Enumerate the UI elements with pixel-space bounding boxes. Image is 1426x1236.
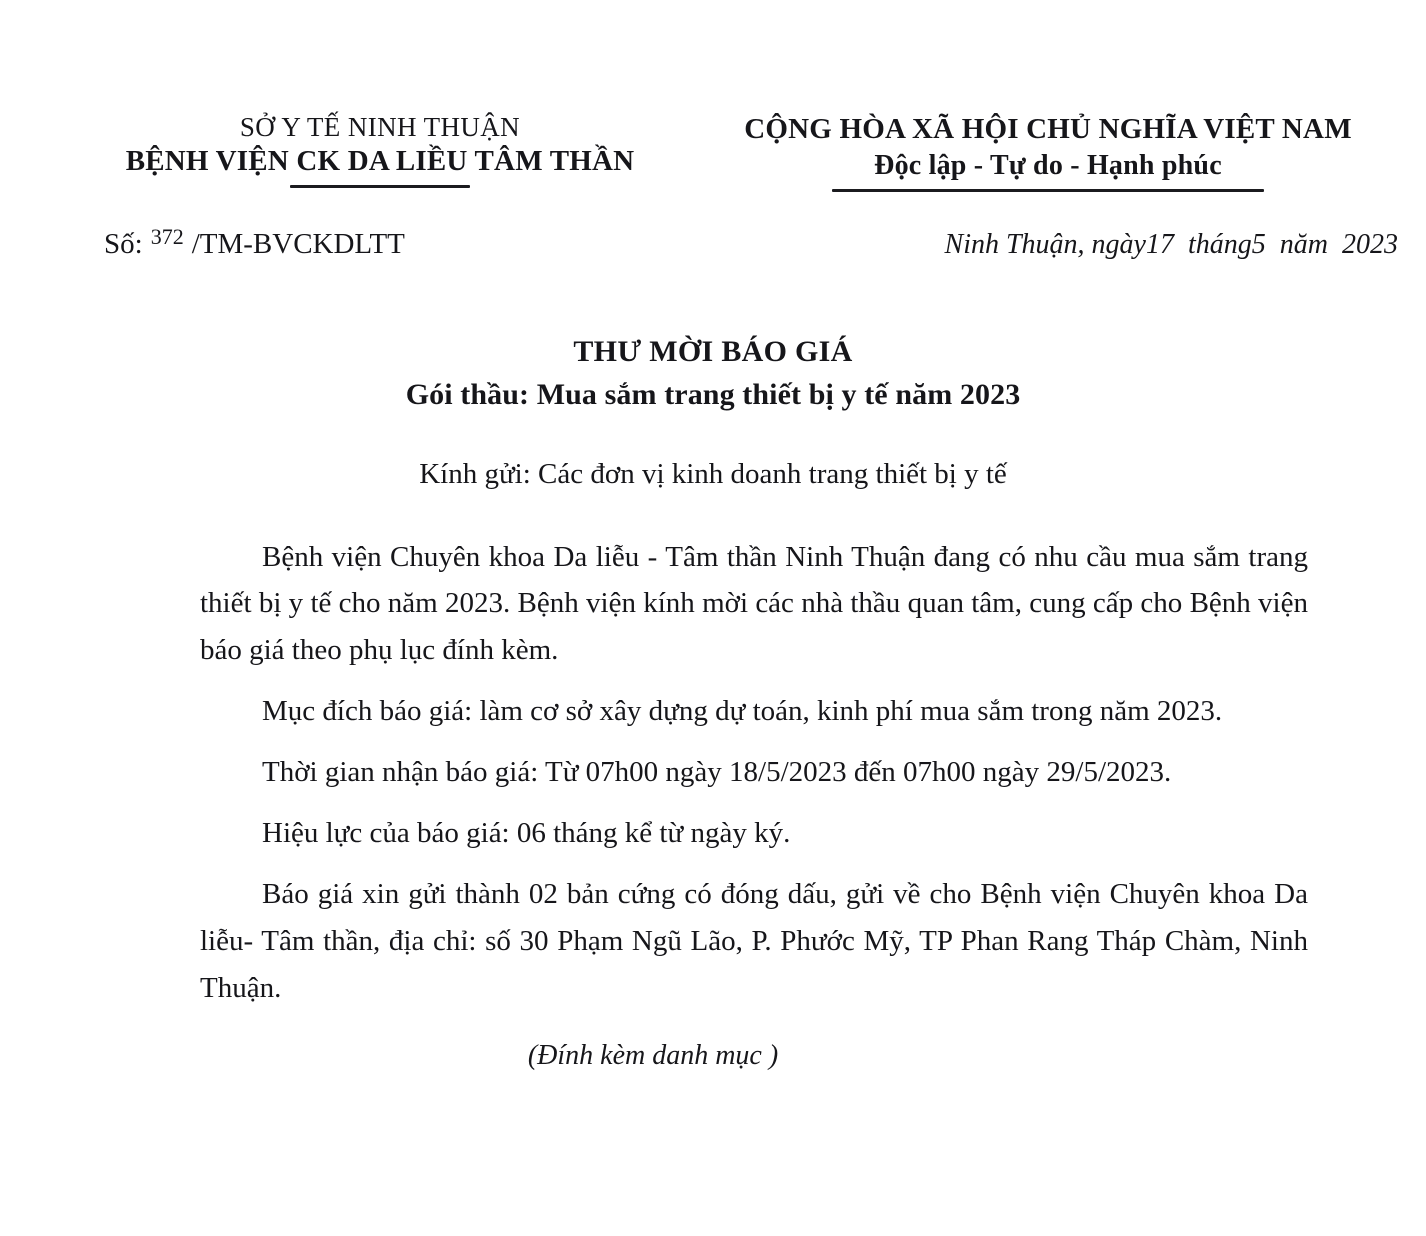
organization-underline [290,185,470,188]
document-header [0,0,1426,192]
issuing-authority-block [60,112,700,188]
place-and-date [945,229,1398,261]
organization-name: BỆNH VIỆN CK DA LIỀU TÂM THẦN [125,145,635,178]
issue-place: Ninh Thuận, ngày [944,228,1146,260]
issue-day: 17 [1145,228,1174,260]
body-paragraph: Hiệu lực của báo giá: 06 tháng kể từ ngày ký. [262,817,791,850]
document-number-label: Số: [104,227,143,260]
document-meta-row [0,223,1426,261]
year-label: năm [1279,228,1328,260]
document-title: THƯ MỜI BÁO GIÁ [573,334,853,368]
title-block [0,333,1426,414]
national-heading-block [700,112,1396,192]
issue-month: 5 [1251,228,1266,260]
national-motto: Độc lập - Tự do - Hạnh phúc [874,150,1222,182]
nation-name: CỘNG HÒA XÃ HỘI CHỦ NGHĨA VIỆT NAM [744,113,1352,145]
body-paragraph: Bệnh viện Chuyên khoa Da liễu - Tâm thần Ninh Thuận đang có nhu cầu mua sắm trang thiết bị y tế cho năm 2023. Bệnh viện kính mời các nhà thầu quan tâm, cung cấp cho Bệnh viện báo giá theo phụ lục đính kèm. [200,540,1308,667]
document-subtitle: Gói thầu: Mua sắm trang thiết bị y tế năm 2023 [405,378,1021,412]
body-paragraph: Báo giá xin gửi thành 02 bản cứng có đóng dấu, gửi về cho Bệnh viện Chuyên khoa Da liễu- Tâm thần, địa chỉ: số 30 Phạm Ngũ Lão, P. Phước Mỹ, TP Phan Rang Tháp Chàm, Ninh Thuận. [200,878,1308,1005]
attachment-note: (Đính kèm danh mục ) [527,1040,779,1072]
department-name: SỞ Y TẾ NINH THUẬN [239,112,521,142]
document-number-suffix: /TM-BVCKDLTT [191,227,405,260]
addressee-line: Kính gửi: Các đơn vị kinh doanh trang thiết bị y tế [419,457,1007,490]
document-number-value: 372 [150,223,184,249]
month-label: tháng [1187,228,1252,260]
document-body [200,534,1308,1013]
document-number [104,223,405,261]
issue-year: 2023 [1342,228,1398,260]
body-paragraph: Mục đích báo giá: làm cơ sở xây dựng dự toán, kinh phí mua sắm trong năm 2023. [262,695,1223,728]
body-paragraph: Thời gian nhận báo giá: Từ 07h00 ngày 18/5/2023 đến 07h00 ngày 29/5/2023. [262,756,1172,789]
motto-underline [832,189,1264,192]
